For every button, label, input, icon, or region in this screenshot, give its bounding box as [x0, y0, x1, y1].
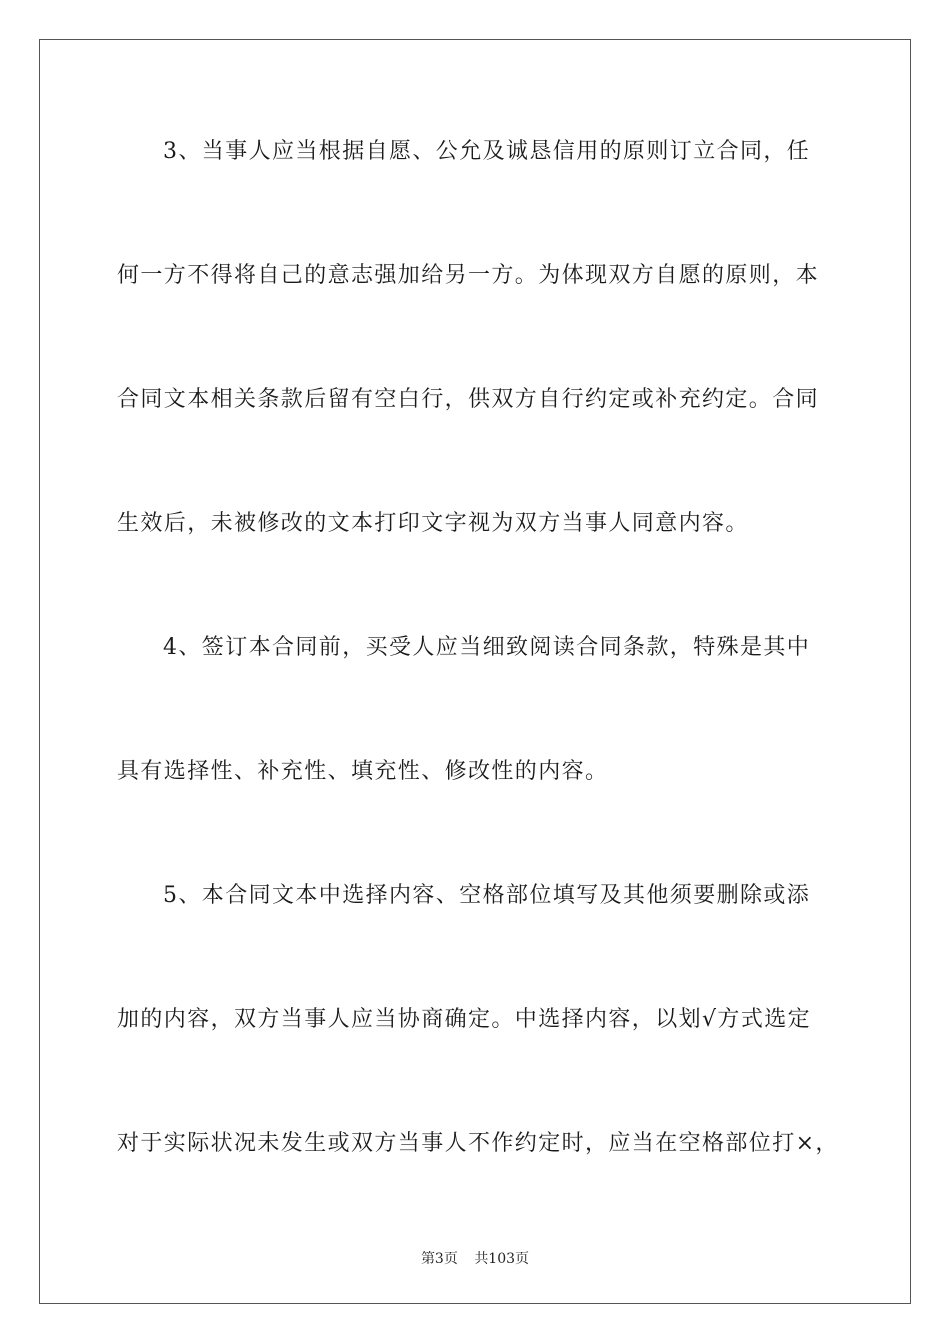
paragraph-line-6: 具有选择性、补充性、填充性、修改性的内容。 [117, 759, 609, 784]
paragraph-line-2: 何一方不得将自己的意志强加给另一方。为体现双方自愿的原则，本 [117, 263, 820, 288]
paragraph-line-7: 5、本合同文本中选择内容、空格部位填写及其他须要删除或添 [163, 883, 811, 908]
paragraph-line-9: 对于实际状况未发生或双方当事人不作约定时，应当在空格部位打×， [117, 1131, 839, 1156]
page-number: 第3页 [420, 1251, 458, 1267]
paragraph-line-1: 3、当事人应当根据自愿、公允及诚恳信用的原则订立合同，任 [163, 139, 811, 164]
page-border [39, 39, 911, 1304]
paragraph-line-4: 生效后，未被修改的文本打印文字视为双方当事人同意内容。 [117, 511, 749, 536]
paragraph-line-3: 合同文本相关条款后留有空白行，供双方自行约定或补充约定。合同 [117, 387, 820, 412]
paragraph-line-5: 4、签订本合同前，买受人应当细致阅读合同条款，特殊是其中 [163, 635, 811, 660]
page-footer [0, 1248, 950, 1268]
paragraph-line-8: 加的内容，双方当事人应当协商确定。中选择内容，以划√方式选定 [117, 1007, 812, 1032]
page-total: 共103页 [474, 1251, 530, 1267]
